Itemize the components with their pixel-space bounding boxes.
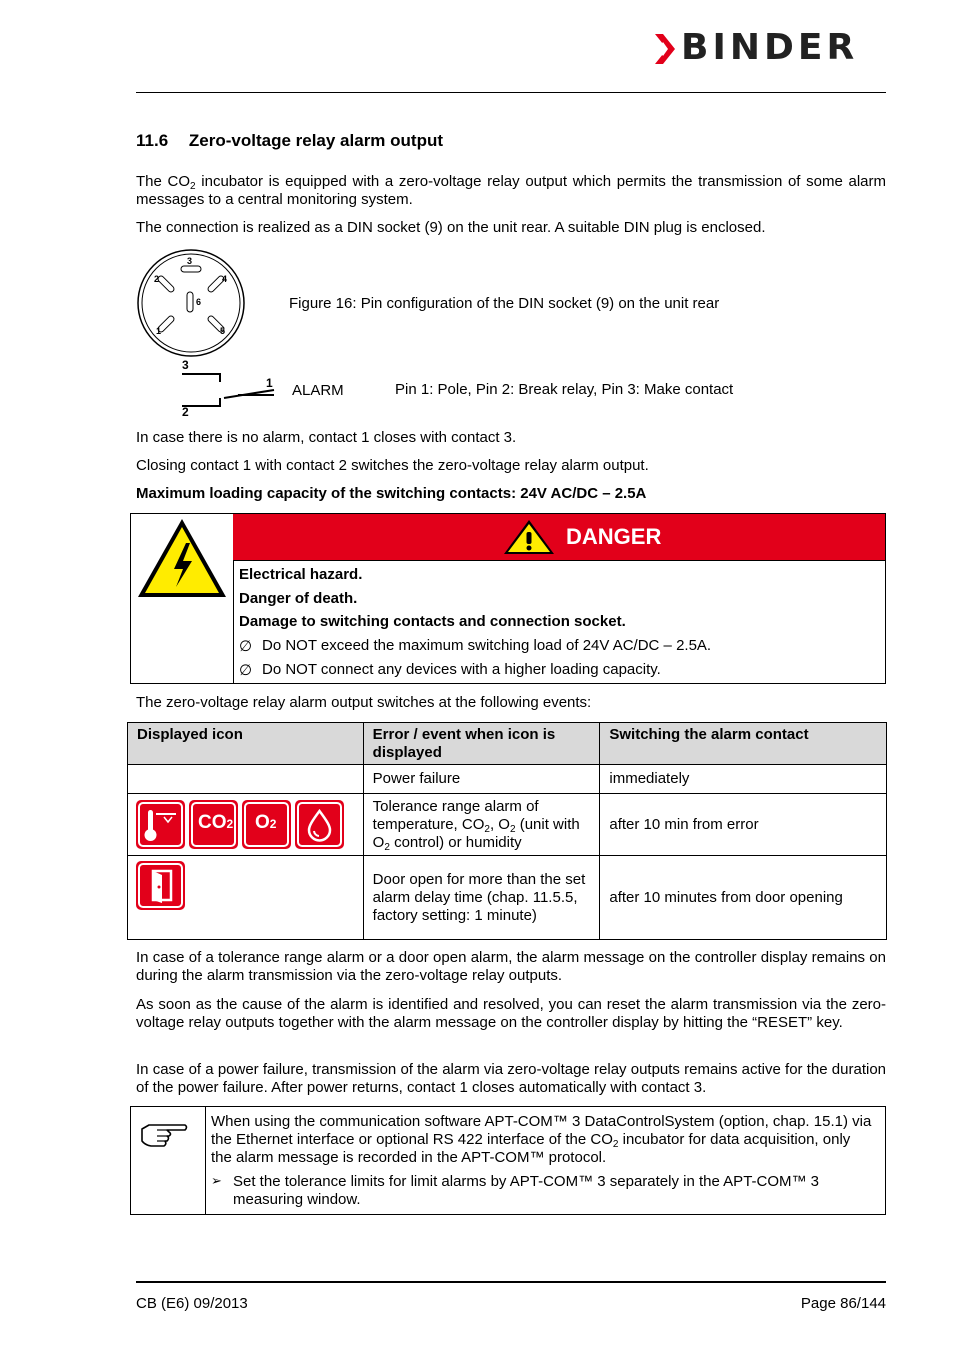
danger-header — [233, 514, 885, 561]
danger-line-damage: Damage to switching contacts and connection socket. — [239, 613, 626, 630]
footer-doc-id: CB (E6) 09/2013 — [136, 1295, 248, 1312]
paragraph-closing-contact: Closing contact 1 with contact 2 switches the zero-voltage relay alarm output. — [136, 457, 649, 474]
danger-icon-cell — [131, 514, 234, 683]
paragraph-no-alarm: In case there is no alarm, contact 1 closes with contact 3. — [136, 429, 517, 446]
header-switching: Switching the alarm contact — [600, 723, 887, 765]
brand-name: BINDER — [681, 27, 859, 68]
danger-item-text: Do NOT connect any devices with a higher loading capacity. — [262, 661, 661, 678]
danger-line-death: Danger of death. — [239, 590, 358, 607]
humidity-icon — [295, 800, 344, 849]
pin-label-3: 3 — [187, 256, 193, 266]
pin-label-6: 6 — [196, 297, 202, 307]
danger-line-electrical: Electrical hazard. — [239, 566, 363, 583]
note-box — [130, 1106, 886, 1215]
pointing-hand-icon — [139, 1117, 189, 1151]
figure-caption: Figure 16: Pin configuration of the DIN socket (9) on the unit rear — [289, 295, 720, 312]
danger-title: DANGER — [566, 524, 662, 549]
door-open-icon — [136, 861, 185, 910]
intro-paragraph-2: The connection is realized as a DIN socket (9) on the unit rear. A suitable DIN plug is enclosed. — [136, 219, 766, 236]
table-intro: The zero-voltage relay alarm output switches at the following events: — [136, 694, 592, 711]
danger-item-2 — [239, 661, 661, 679]
paragraph-power-failure: In case of a power failure, transmission of the alarm via zero-voltage relay outputs remains active for the duration of the power failure. After power returns, contact 1 closes automatically with contact 3. — [136, 1061, 886, 1096]
note-bullet — [211, 1173, 873, 1209]
table-header-row — [128, 723, 887, 765]
event-cell: Tolerance range alarm of temperature, $CO_2$, $O_2$ (unit with $O_2$ control) or humidity — [363, 794, 600, 856]
section-heading — [136, 131, 443, 151]
alarm-events-table — [127, 722, 887, 940]
intro-text: The CO — [136, 173, 191, 190]
pin-label-5: 5 — [220, 326, 226, 336]
relay-schematic — [180, 360, 280, 422]
electrical-hazard-icon — [136, 517, 228, 601]
co2-icon-label: CO2 — [198, 812, 234, 833]
danger-item-text: Do NOT exceed the maximum switching load of 24V AC/DC – 2.5A. — [262, 637, 712, 654]
paragraph-max-load: Maximum loading capacity of the switching contacts: 24V AC/DC – 2.5A — [136, 485, 647, 502]
din-socket-diagram — [136, 248, 246, 358]
intro-text: incubator is equipped with a zero-voltage relay output which permits the transmission of some alarm messages to a central monitoring system. — [136, 173, 887, 208]
relay-pin-2: 2 — [182, 405, 189, 419]
event-cell: Power failure — [363, 765, 600, 794]
switching-cell: after 10 min from error — [600, 794, 887, 856]
paragraph-reset: As soon as the cause of the alarm is identified and resolved, you can reset the alarm transmission via the zero-voltage relay outputs together with the alarm message on the controller display by hitting the “RESET” key. — [136, 996, 886, 1031]
relay-pin-1: 1 — [266, 376, 273, 390]
section-number: 11.6 — [136, 131, 169, 150]
danger-item-1 — [239, 637, 712, 655]
temperature-alarm-icon — [136, 800, 185, 849]
header-event: Error / event when icon is displayed — [363, 723, 600, 765]
intro-paragraph-1 — [136, 173, 886, 209]
warning-triangle-icon — [503, 519, 555, 555]
note-icon-cell — [131, 1107, 206, 1214]
icon-cell-empty — [128, 765, 364, 794]
table-row — [128, 856, 887, 940]
table-row — [128, 794, 887, 856]
table-row — [128, 765, 887, 794]
prohibition-icon: ∅ — [239, 638, 253, 655]
note-bullet-text: Set the tolerance limits for limit alarms by APT-COM™ 3 separately in the APT-COM™ 3 measuring window. — [233, 1173, 820, 1208]
relay-pin-3: 3 — [182, 358, 189, 372]
event-cell: Door open for more than the set alarm delay time (chap. 11.5.5, factory setting: 1 minute) — [363, 856, 600, 940]
pin-label-4: 4 — [222, 274, 228, 284]
danger-box — [130, 513, 886, 684]
co2-icon — [189, 800, 238, 849]
header-rule — [136, 92, 886, 93]
pin-label-2: 2 — [154, 274, 160, 284]
icon-cell-alarms — [128, 794, 364, 856]
subscript: 2 — [190, 181, 196, 192]
prohibition-icon: ∅ — [239, 662, 253, 679]
relay-alarm-label: ALARM — [292, 382, 344, 399]
brand-logo — [655, 27, 887, 68]
arrow-bullet-icon: ➢ — [211, 1174, 222, 1189]
footer-rule — [136, 1281, 886, 1283]
relay-description: Pin 1: Pole, Pin 2: Break relay, Pin 3: Make contact — [395, 381, 734, 398]
switching-cell: immediately — [600, 765, 887, 794]
icon-cell-door — [128, 856, 364, 940]
note-text: When using the communication software APT-COM™ 3 DataControlSystem (option, chap. 15.1) via the Ethernet interface or optional RS 422 interface of the $CO_2$ incubator for data acquisition, only the alarm message is recorded in the APT-COM™ protocol. — [211, 1113, 872, 1166]
pin-label-1: 1 — [156, 326, 162, 336]
footer-page-number: Page 86/144 — [800, 1295, 886, 1312]
o2-icon-label: O2 — [255, 812, 277, 833]
switching-cell: after 10 minutes from door opening — [600, 856, 887, 940]
o2-icon — [242, 800, 291, 849]
paragraph-tolerance-alarm: In case of a tolerance range alarm or a door open alarm, the alarm message on the controller display remains on during the alarm transmission via the zero-voltage relay outputs. — [136, 949, 886, 984]
section-title: Zero-voltage relay alarm output — [188, 131, 444, 150]
header-displayed-icon: Displayed icon — [128, 723, 364, 765]
